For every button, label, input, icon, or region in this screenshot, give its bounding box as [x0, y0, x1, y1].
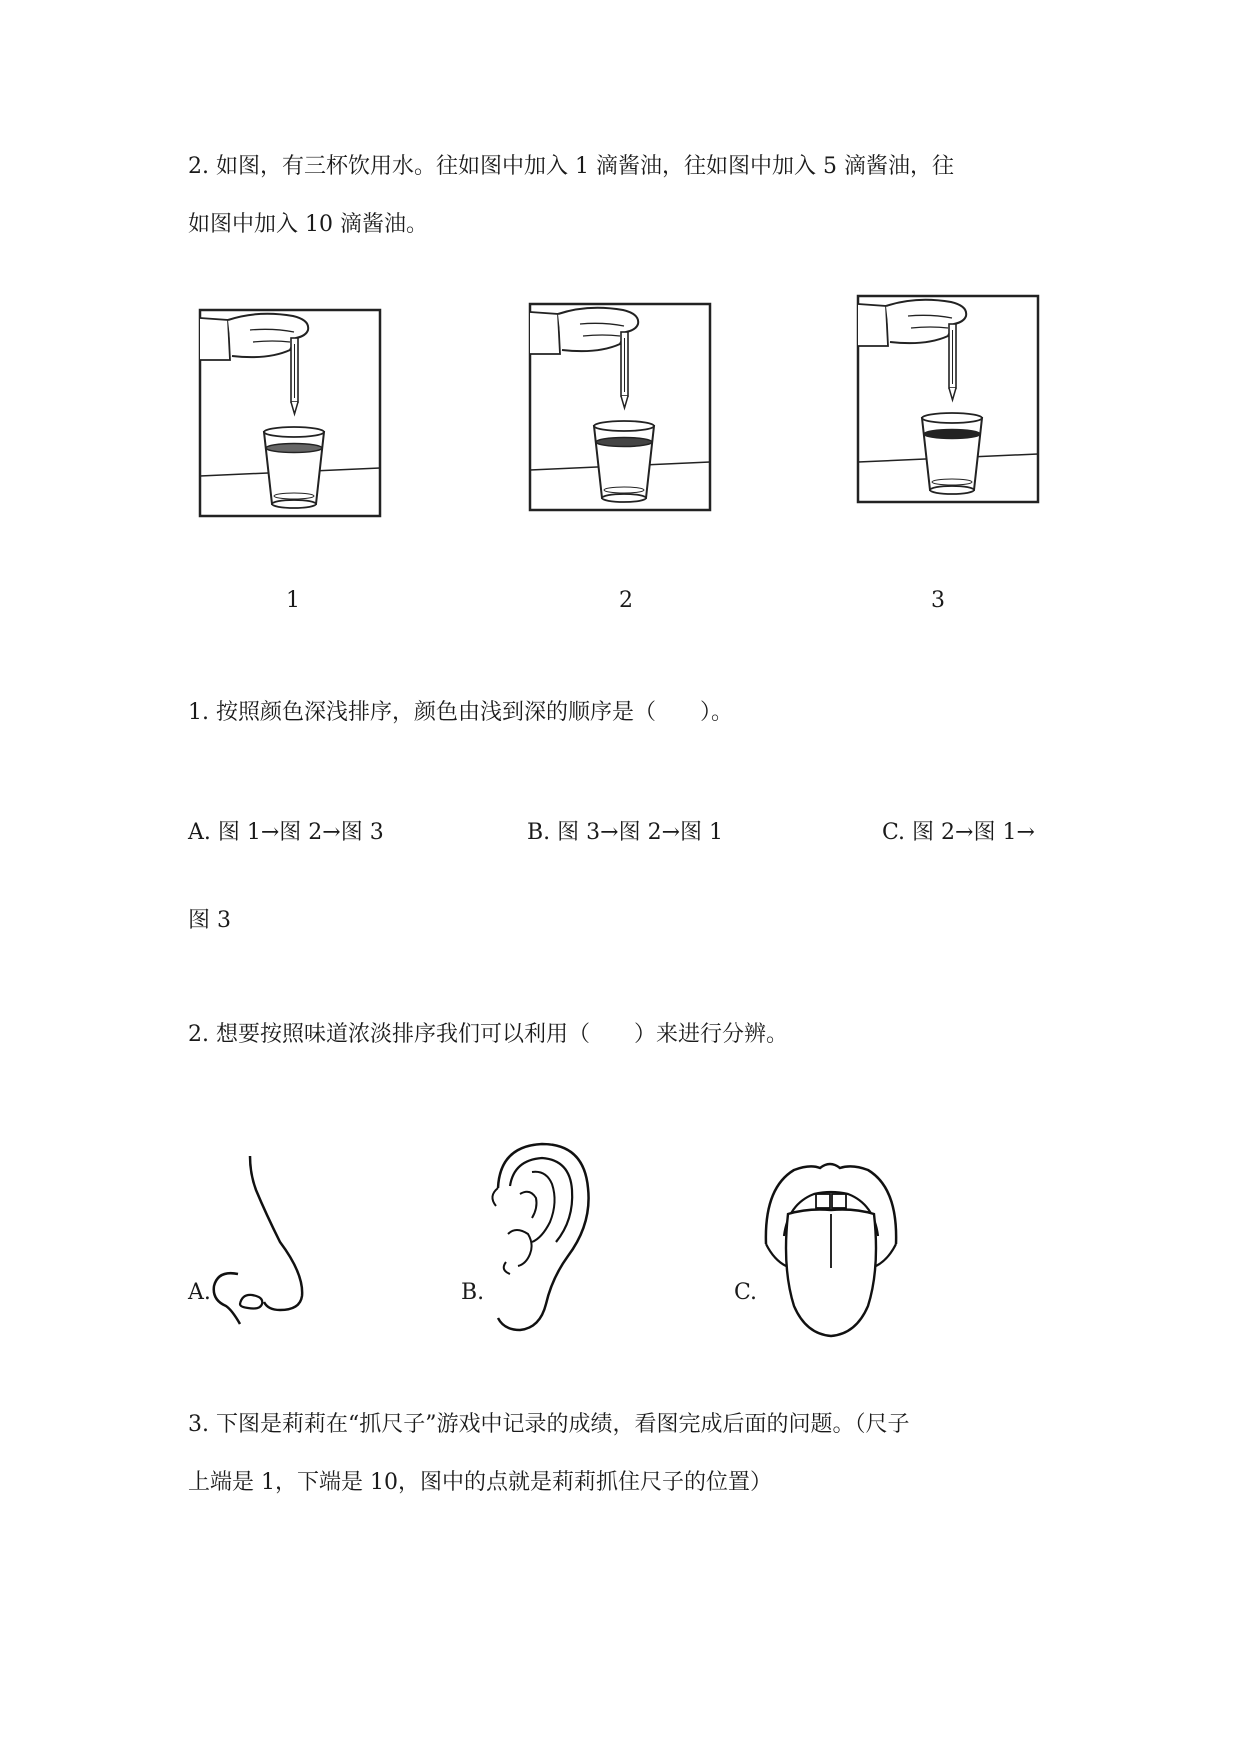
- problem3-line2: 上端是 1，下端是 10，图中的点就是莉莉抓住尺子的位置）: [188, 1470, 772, 1495]
- problem2-intro-line2: 如图中加入 10 滴酱油。: [188, 212, 428, 237]
- question-2-option-a[interactable]: A.: [188, 1280, 211, 1305]
- figure-label-1: 1: [286, 588, 300, 613]
- question-1-option-c-wrap: 图 3: [188, 908, 231, 933]
- question-1-option-a[interactable]: A. 图 1→图 2→图 3: [188, 820, 384, 845]
- nose-icon: [210, 1150, 320, 1330]
- problem3-line1: 3. 下图是莉莉在“抓尺子”游戏中记录的成绩，看图完成后面的问题。（尺子: [188, 1412, 910, 1437]
- problem2-intro-line1: 2. 如图，有三杯饮用水。往如图中加入 1 滴酱油，往如图中加入 5 滴酱油，往: [188, 154, 954, 179]
- dropper-cup-illustration: [528, 302, 712, 512]
- question-1-text: 1. 按照颜色深浅排序，颜色由浅到深的顺序是（ ）。: [188, 700, 733, 725]
- figure-label-3: 3: [931, 588, 945, 613]
- question-2-option-c[interactable]: C.: [734, 1280, 758, 1305]
- question-2-option-b[interactable]: B.: [461, 1280, 485, 1305]
- question-1-option-b[interactable]: B. 图 3→图 2→图 1: [527, 820, 723, 845]
- figure-label-2: 2: [619, 588, 633, 613]
- mouth-tongue-icon: [758, 1148, 904, 1340]
- ear-icon: [480, 1138, 600, 1334]
- dropper-cup-illustration: [198, 308, 382, 518]
- dropper-cup-illustration: [856, 294, 1040, 504]
- dropper-figure-2: [528, 302, 712, 512]
- dropper-figure-1: [198, 308, 382, 518]
- dropper-figure-3: [856, 294, 1040, 504]
- question-2-text: 2. 想要按照味道浓淡排序我们可以利用（ ）来进行分辨。: [188, 1022, 788, 1047]
- question-1-option-c[interactable]: C. 图 2→图 1→: [882, 820, 1035, 845]
